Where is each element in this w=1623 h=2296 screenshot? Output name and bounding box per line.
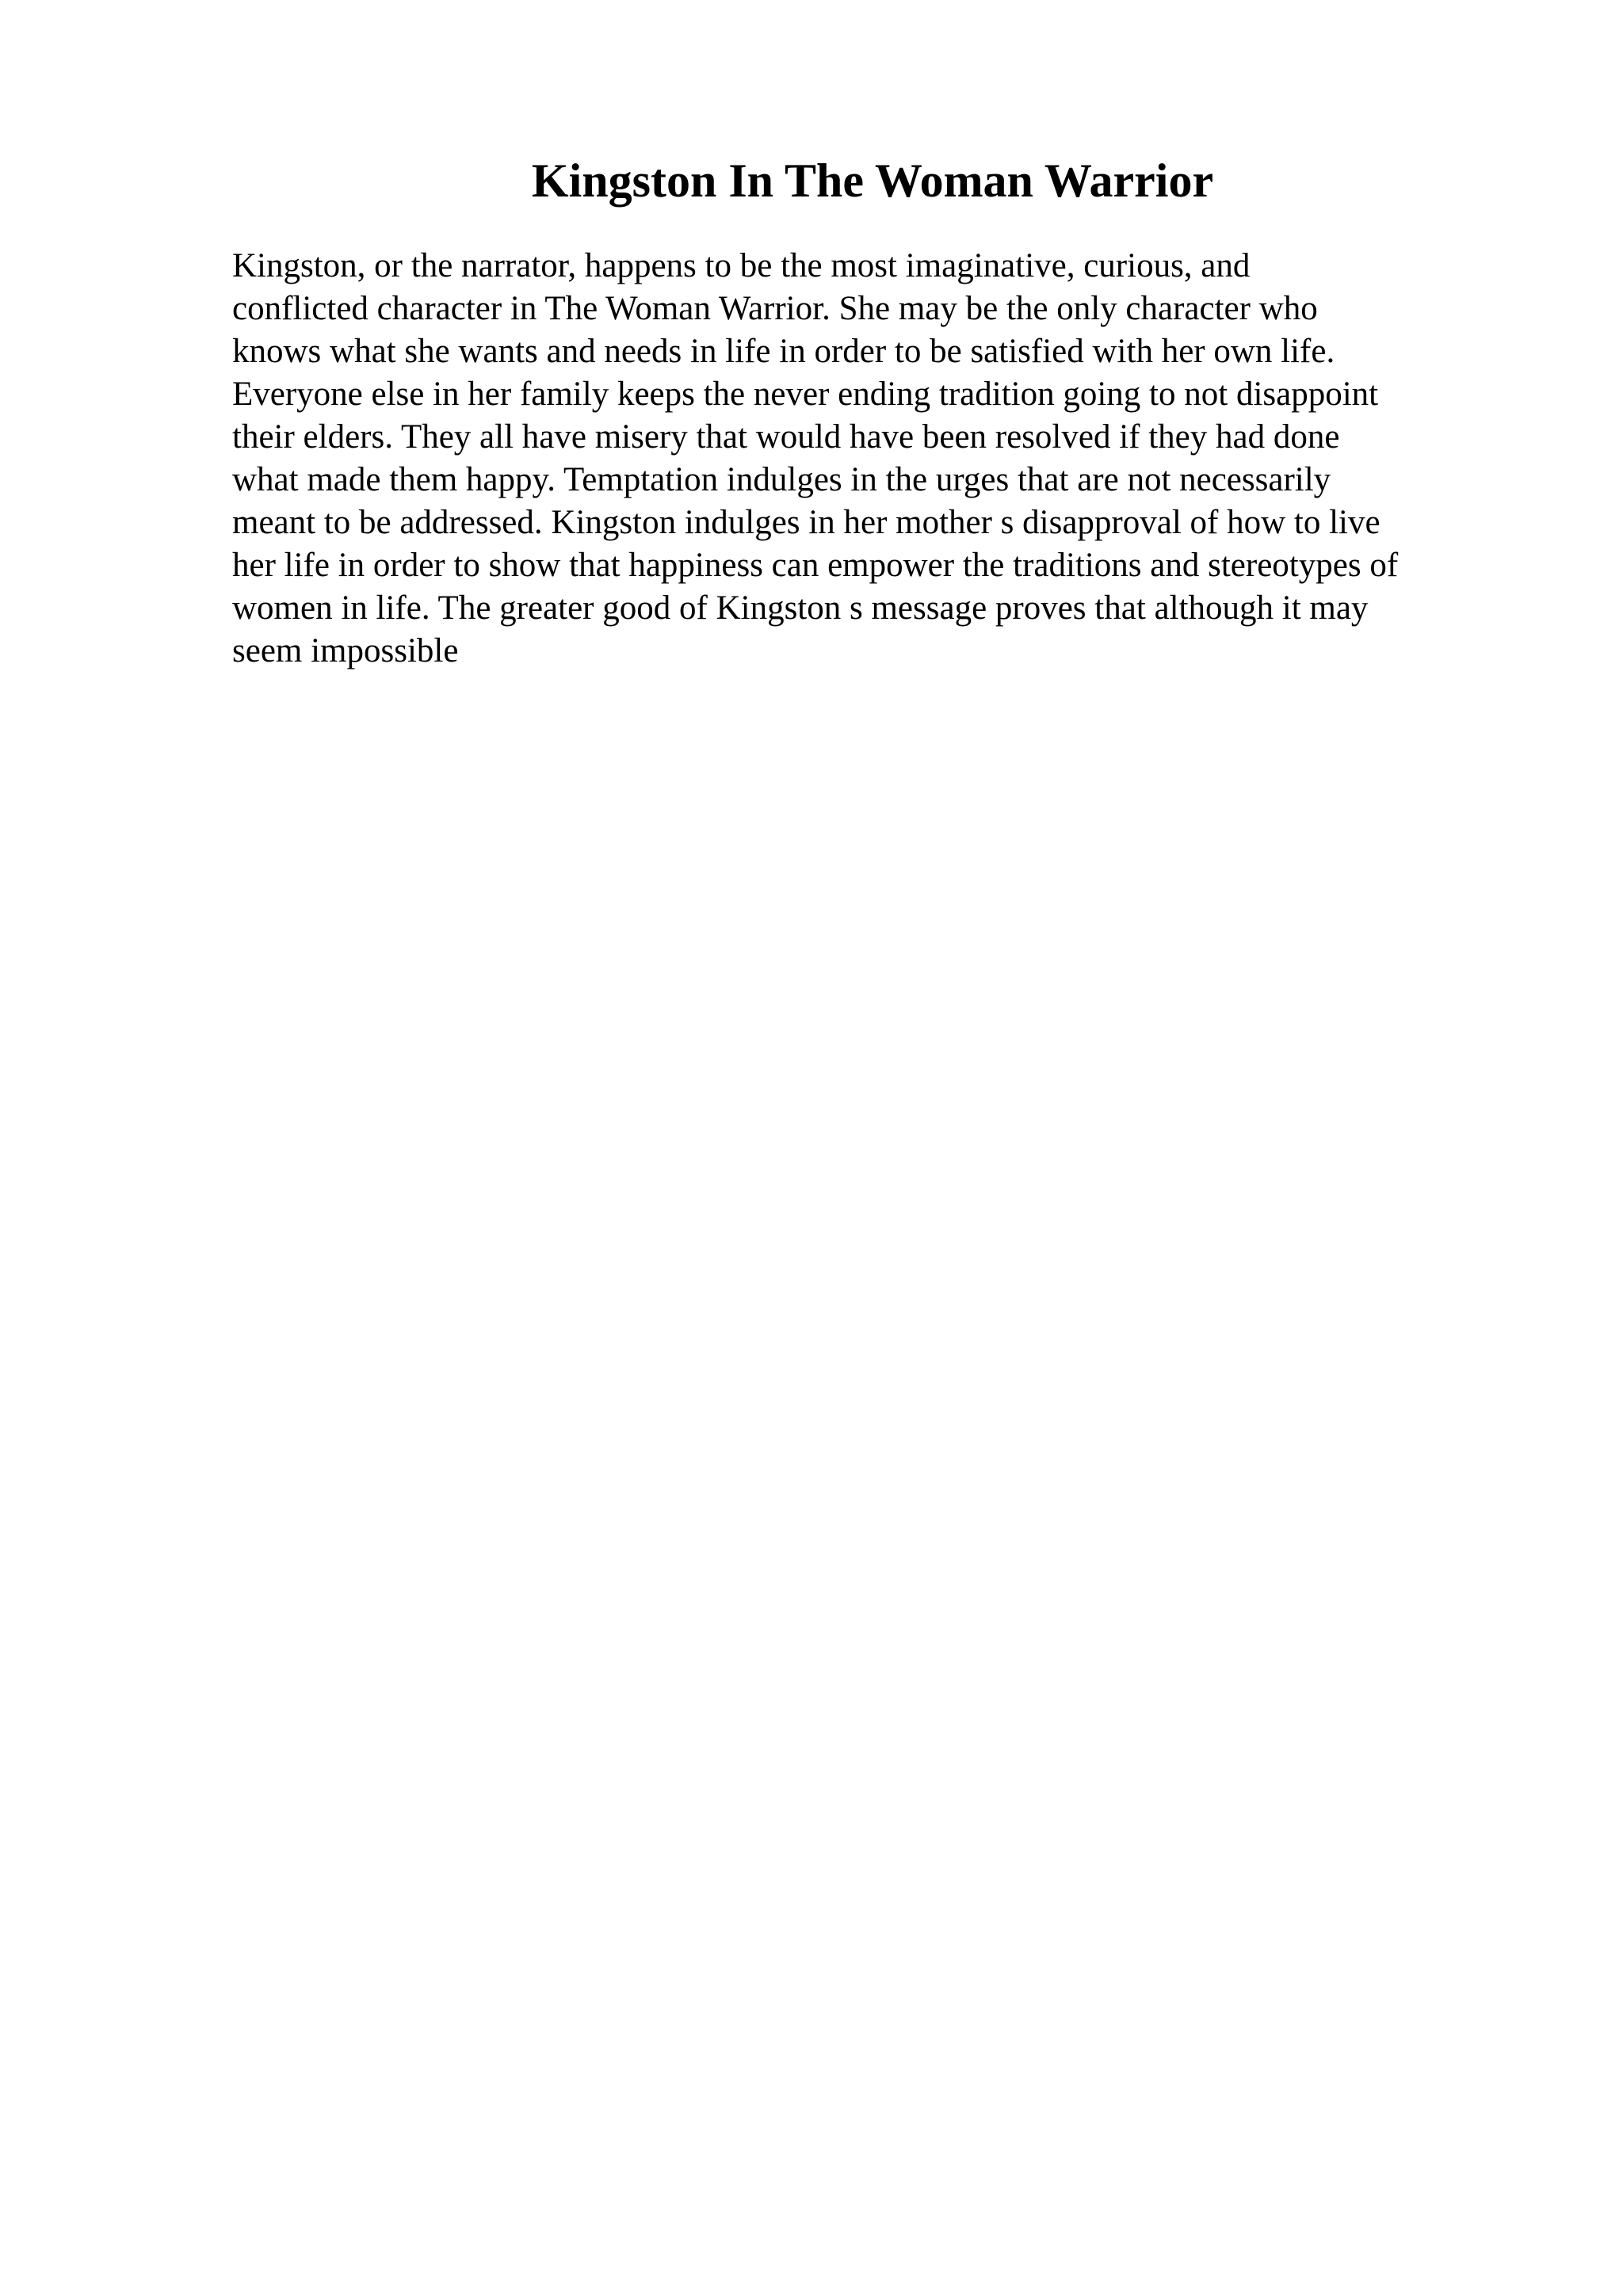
paragraph-line: Kingston, or the narrator, happens to be the most imaginative, curious, and xyxy=(232,247,1251,284)
paragraph-line: women in life. The greater good of Kingston s message proves that although it may xyxy=(232,589,1369,627)
document-title: Kingston In The Woman Warrior xyxy=(531,154,1214,207)
paragraph-line: her life in order to show that happiness can empower the traditions and stereotypes of xyxy=(232,547,1399,584)
paragraph-line: conflicted character in The Woman Warrior. She may be the only character who xyxy=(232,290,1318,327)
paragraph-line: meant to be addressed. Kingston indulges in her mother s disapproval of how to live xyxy=(232,504,1381,541)
paragraph-line: what made them happy. Temptation indulges in the urges that are not necessarily xyxy=(232,461,1331,498)
body-paragraph xyxy=(232,245,1516,673)
paragraph-line: their elders. They all have misery that would have been resolved if they had done xyxy=(232,418,1340,456)
paragraph-line: Everyone else in her family keeps the never ending tradition going to not disappoint xyxy=(232,376,1379,413)
paragraph-line: knows what she wants and needs in life in order to be satisfied with her own life. xyxy=(232,333,1335,370)
paragraph-line: seem impossible xyxy=(232,632,459,669)
